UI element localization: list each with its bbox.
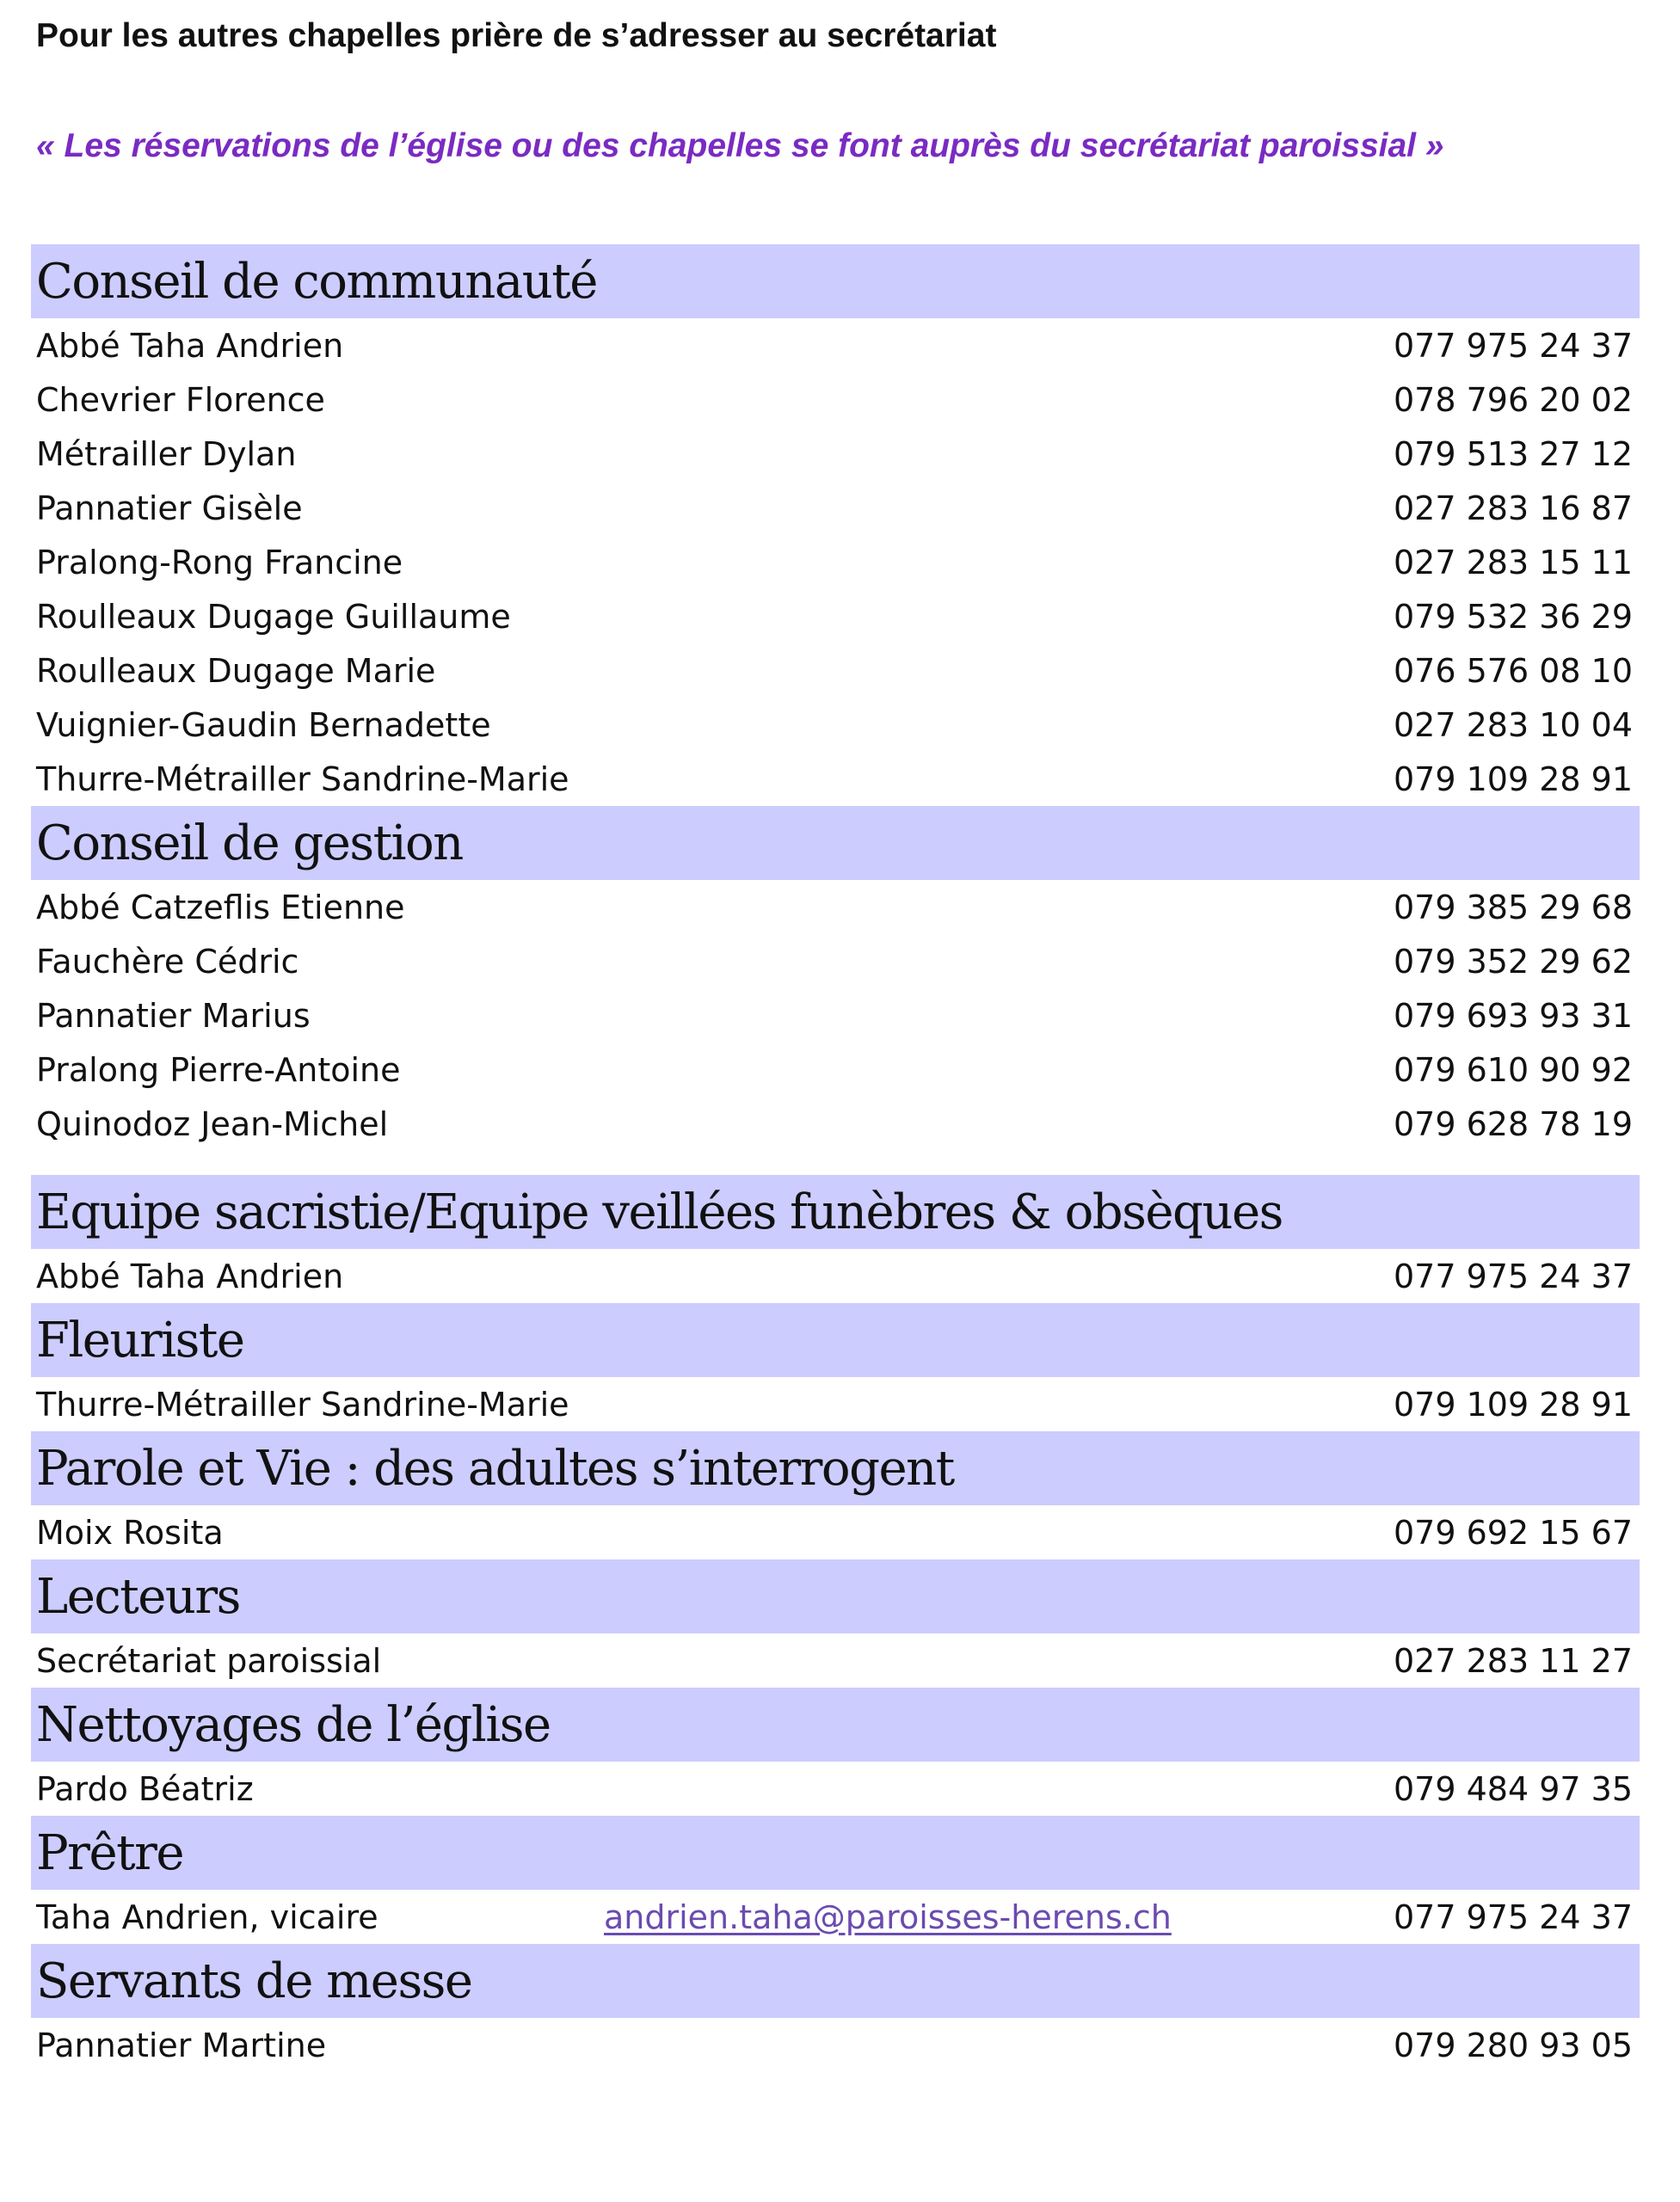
contact-phone: 079 628 78 19 <box>1393 1104 1633 1143</box>
reservation-notice: « Les réservations de l’église ou des chapelles se font auprès du secrétariat paroissial » <box>36 127 1444 164</box>
contact-phone: 027 283 11 27 <box>1393 1641 1633 1680</box>
section-lecteurs <box>31 1559 1640 1688</box>
contact-name: Abbé Catzeflis Etienne <box>36 888 405 926</box>
contact-phone: 079 610 90 92 <box>1393 1050 1633 1089</box>
section-servants-de-messe <box>31 1944 1640 2072</box>
section-conseil-de-gestion <box>31 806 1640 1151</box>
contact-phone: 077 975 24 37 <box>1393 1898 1633 1936</box>
section-title: Servants de messe <box>31 1944 1640 2018</box>
contact-phone: 079 385 29 68 <box>1393 888 1633 926</box>
contact-phone: 079 513 27 12 <box>1393 434 1633 473</box>
contact-row <box>31 589 1640 643</box>
contact-phone: 027 283 16 87 <box>1393 489 1633 527</box>
contact-name: Taha Andrien, vicaire <box>36 1898 378 1936</box>
section-title: Fleuriste <box>31 1303 1640 1377</box>
contact-row <box>31 1249 1640 1303</box>
contact-row <box>31 988 1640 1043</box>
contact-phone: 079 484 97 35 <box>1393 1769 1633 1808</box>
contact-name: Thurre-Métrailler Sandrine-Marie <box>36 1385 569 1424</box>
contact-phone: 027 283 15 11 <box>1393 543 1633 581</box>
section-title: Parole et Vie : des adultes s’interrogent <box>31 1431 1640 1505</box>
section-nettoyages-de-l-eglise <box>31 1688 1640 1816</box>
contact-phone: 079 280 93 05 <box>1393 2026 1633 2064</box>
contact-row <box>31 427 1640 481</box>
contact-phone: 027 283 10 04 <box>1393 705 1633 744</box>
contact-phone: 077 975 24 37 <box>1393 326 1633 365</box>
contact-name: Abbé Taha Andrien <box>36 326 344 365</box>
contact-name: Vuignier-Gaudin Bernadette <box>36 705 491 744</box>
contact-row <box>31 535 1640 589</box>
contact-name: Métrailler Dylan <box>36 434 297 473</box>
contact-name: Quinodoz Jean-Michel <box>36 1104 389 1143</box>
contact-phone: 077 975 24 37 <box>1393 1257 1633 1295</box>
contact-row <box>31 698 1640 752</box>
contact-phone: 079 352 29 62 <box>1393 942 1633 981</box>
contact-phone: 079 109 28 91 <box>1393 760 1633 798</box>
contact-name: Pannatier Marius <box>36 996 311 1035</box>
contact-row <box>31 1633 1640 1688</box>
contact-phone: 079 109 28 91 <box>1393 1385 1633 1424</box>
contact-row <box>31 372 1640 427</box>
contact-row <box>31 1762 1640 1816</box>
contact-name: Pardo Béatriz <box>36 1769 254 1808</box>
contact-phone: 079 692 15 67 <box>1393 1513 1633 1552</box>
contact-row <box>31 1505 1640 1559</box>
contact-row <box>31 880 1640 934</box>
contact-row <box>31 481 1640 535</box>
contact-name: Fauchère Cédric <box>36 942 299 981</box>
contact-name: Roulleaux Dugage Marie <box>36 651 436 690</box>
section-fleuriste <box>31 1303 1640 1431</box>
contact-row <box>31 1377 1640 1431</box>
section-title: Equipe sacristie/Equipe veillées funèbres & obsèques <box>31 1175 1640 1249</box>
secretariat-note: Pour les autres chapelles prière de s’adresser au secrétariat <box>36 17 997 54</box>
section-title: Conseil de gestion <box>31 806 1640 880</box>
contact-row <box>31 318 1640 372</box>
section-parole-et-vie-des-adultes-s-interrogent <box>31 1431 1640 1559</box>
contact-phone: 079 532 36 29 <box>1393 597 1633 636</box>
contact-name: Thurre-Métrailler Sandrine-Marie <box>36 760 569 798</box>
contact-row <box>31 1097 1640 1151</box>
contact-row <box>31 1043 1640 1097</box>
contact-name: Pannatier Gisèle <box>36 489 303 527</box>
contact-name: Chevrier Florence <box>36 380 325 419</box>
contact-name: Pannatier Martine <box>36 2026 327 2064</box>
contact-phone: 076 576 08 10 <box>1393 651 1633 690</box>
section-equipe-sacristie-equipe-veillees-funebres-obseques <box>31 1175 1640 1303</box>
contact-email-link[interactable]: andrien.taha@paroisses-herens.ch <box>604 1898 1172 1936</box>
section-pretre <box>31 1816 1640 1944</box>
section-title: Prêtre <box>31 1816 1640 1890</box>
contact-row <box>31 2018 1640 2072</box>
contact-row <box>31 752 1640 806</box>
contact-phone: 078 796 20 02 <box>1393 380 1633 419</box>
section-title: Lecteurs <box>31 1559 1640 1633</box>
contact-directory <box>31 244 1640 2072</box>
section-title: Conseil de communauté <box>31 244 1640 318</box>
contact-name: Roulleaux Dugage Guillaume <box>36 597 511 636</box>
contact-name: Secrétariat paroissial <box>36 1641 382 1680</box>
contact-name: Pralong Pierre-Antoine <box>36 1050 401 1089</box>
contact-row <box>31 934 1640 988</box>
section-conseil-de-communaute <box>31 244 1640 806</box>
contact-row <box>31 643 1640 698</box>
contact-row <box>31 1890 1640 1944</box>
section-title: Nettoyages de l’église <box>31 1688 1640 1762</box>
contact-name: Abbé Taha Andrien <box>36 1257 344 1295</box>
contact-name: Moix Rosita <box>36 1513 224 1552</box>
contact-name: Pralong-Rong Francine <box>36 543 403 581</box>
contact-phone: 079 693 93 31 <box>1393 996 1633 1035</box>
